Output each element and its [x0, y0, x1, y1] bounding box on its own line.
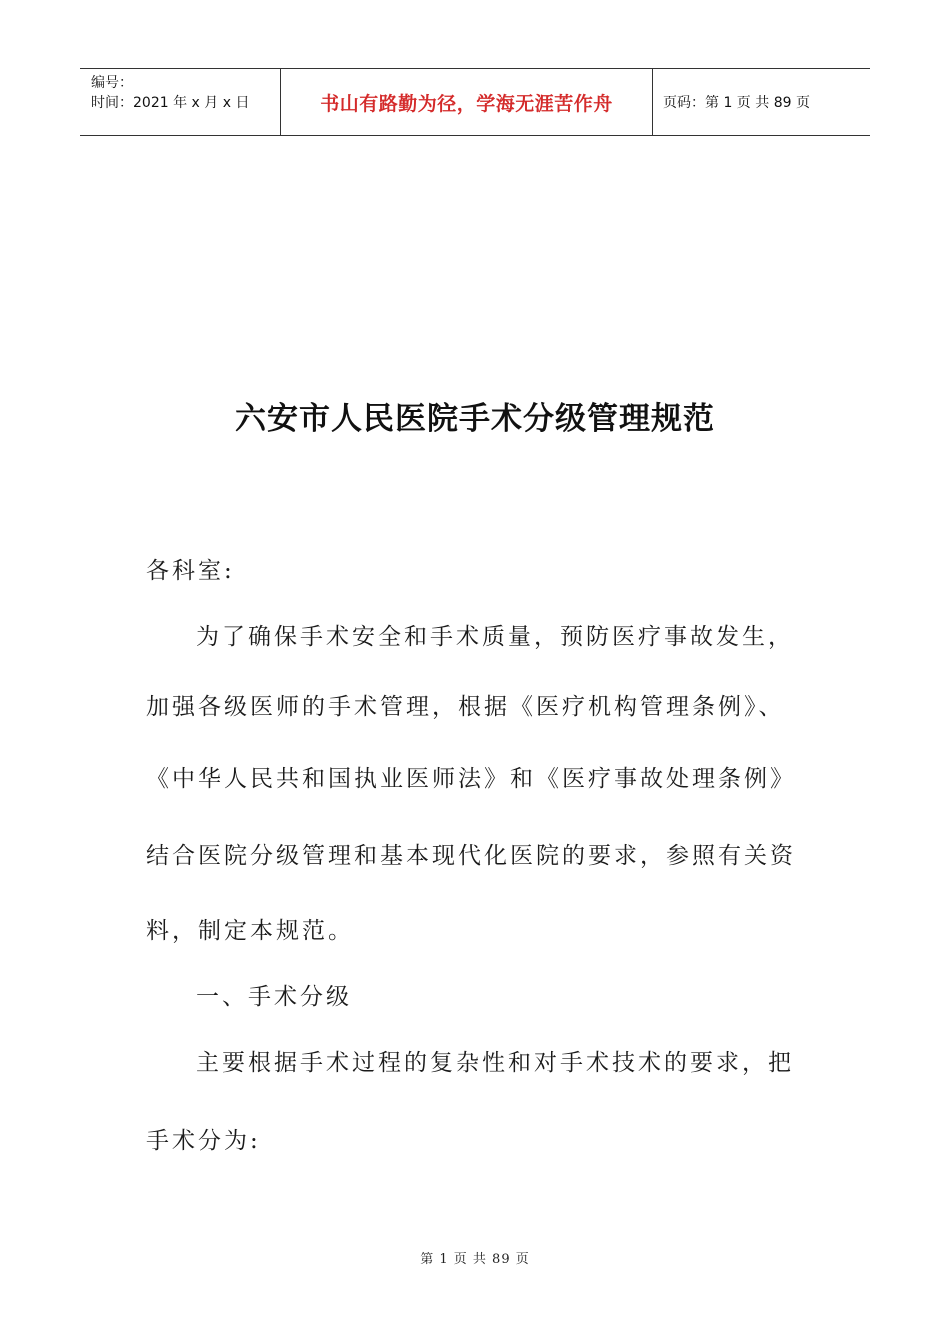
page-footer: 第 1 页 共 89 页 [420, 1252, 530, 1267]
paragraph-line: 加强各级医师的手术管理，根据《医疗机构管理条例》、 [146, 694, 785, 720]
paragraph-line: 为了确保手术安全和手术质量，预防医疗事故发生， [196, 624, 794, 650]
salutation: 各科室: [146, 558, 235, 584]
header-meta-cell [80, 69, 281, 135]
document-number-label: 编号： [91, 75, 133, 91]
paragraph-line: 手术分为: [146, 1128, 261, 1154]
header-motto: 书山有路勤为径，学海无涯苦作舟 [281, 69, 653, 135]
document-title: 六安市人民医院手术分级管理规范 [235, 401, 715, 437]
document-time-label: 时间：2021 年 x 月 x 日 [91, 95, 250, 111]
paragraph-line: 《中华人民共和国执业医师法》和《医疗事故处理条例》 [146, 766, 796, 792]
paragraph-line: 主要根据手术过程的复杂性和对手术技术的要求，把 [196, 1050, 794, 1076]
paragraph-line: 料，制定本规范。 [146, 918, 354, 944]
section-heading: 一、手术分级 [196, 984, 352, 1010]
header-page-info: 页码：第 1 页 共 89 页 [663, 95, 810, 111]
paragraph-line: 结合医院分级管理和基本现代化医院的要求，参照有关资 [146, 843, 796, 869]
document-header [80, 68, 870, 136]
